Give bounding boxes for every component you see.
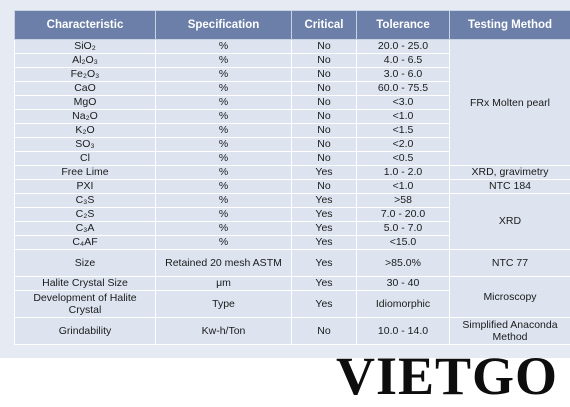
cell-specification: % (156, 222, 292, 236)
cell-specification: % (156, 40, 292, 54)
cell-specification: Kw-h/Ton (156, 318, 292, 345)
cell-specification: % (156, 54, 292, 68)
cell-characteristic: Grindability (15, 318, 156, 345)
cell-specification: % (156, 166, 292, 180)
cell-tolerance: >58 (357, 194, 450, 208)
table-row (15, 40, 570, 54)
cell-critical: Yes (292, 194, 357, 208)
cell-method-xrd: XRD (450, 194, 570, 250)
cell-specification: % (156, 68, 292, 82)
header-critical: Critical (292, 11, 357, 40)
cell-characteristic: K₂O (15, 124, 156, 138)
cell-characteristic: Na₂O (15, 110, 156, 124)
cell-tolerance: <1.0 (357, 110, 450, 124)
cell-tolerance: Idiomorphic (357, 291, 450, 318)
cell-characteristic: Halite Crystal Size (15, 277, 156, 291)
cell-specification: % (156, 138, 292, 152)
cell-method-anaconda: Simplified Anaconda Method (450, 318, 570, 345)
cell-characteristic: SiO₂ (15, 40, 156, 54)
cell-tolerance: 1.0 - 2.0 (357, 166, 450, 180)
cell-method-ntc184: NTC 184 (450, 180, 570, 194)
cell-critical: No (292, 110, 357, 124)
cell-characteristic: SO₃ (15, 138, 156, 152)
cell-tolerance: 4.0 - 6.5 (357, 54, 450, 68)
cell-method-xrd-gravimetry: XRD, gravimetry (450, 166, 570, 180)
watermark-logo: VIETGO (336, 346, 559, 406)
cell-critical: No (292, 82, 357, 96)
table-header-row (15, 11, 570, 40)
cell-critical: Yes (292, 222, 357, 236)
cell-critical: No (292, 124, 357, 138)
cell-characteristic: MgO (15, 96, 156, 110)
cell-critical: No (292, 54, 357, 68)
cell-tolerance: <3.0 (357, 96, 450, 110)
cell-critical: No (292, 96, 357, 110)
cell-critical: No (292, 318, 357, 345)
cell-characteristic: C₃S (15, 194, 156, 208)
cell-critical: No (292, 180, 357, 194)
cell-characteristic: Development of Halite Crystal (15, 291, 156, 318)
table-row (15, 277, 570, 291)
cell-method-microscopy: Microscopy (450, 277, 570, 318)
cell-specification: % (156, 82, 292, 96)
cell-characteristic: Free Lime (15, 166, 156, 180)
header-tolerance: Tolerance (357, 11, 450, 40)
table-row (15, 194, 570, 208)
header-characteristic: Characteristic (15, 11, 156, 40)
cell-characteristic: PXI (15, 180, 156, 194)
cell-characteristic: Size (15, 250, 156, 277)
cell-specification: % (156, 152, 292, 166)
cell-tolerance: <1.0 (357, 180, 450, 194)
cell-characteristic: Al₂O₃ (15, 54, 156, 68)
cell-tolerance: <1.5 (357, 124, 450, 138)
cell-critical: No (292, 68, 357, 82)
table-row (15, 180, 570, 194)
cell-critical: No (292, 40, 357, 54)
cell-characteristic: C₄AF (15, 236, 156, 250)
cell-tolerance: >85.0% (357, 250, 450, 277)
cell-tolerance: <0.5 (357, 152, 450, 166)
cell-critical: Yes (292, 250, 357, 277)
cell-tolerance: 20.0 - 25.0 (357, 40, 450, 54)
cell-critical: Yes (292, 236, 357, 250)
header-testing-method: Testing Method (450, 11, 570, 40)
cell-specification: % (156, 194, 292, 208)
cell-specification: Retained 20 mesh ASTM (156, 250, 292, 277)
cell-tolerance: 5.0 - 7.0 (357, 222, 450, 236)
cell-critical: No (292, 152, 357, 166)
cell-critical: Yes (292, 291, 357, 318)
table-row (15, 318, 570, 345)
cell-critical: No (292, 138, 357, 152)
cell-critical: Yes (292, 208, 357, 222)
cell-tolerance: 3.0 - 6.0 (357, 68, 450, 82)
cell-specification: % (156, 180, 292, 194)
cell-critical: Yes (292, 277, 357, 291)
cell-tolerance: <2.0 (357, 138, 450, 152)
cell-critical: Yes (292, 166, 357, 180)
cell-tolerance: 30 - 40 (357, 277, 450, 291)
table-row (15, 166, 570, 180)
cell-characteristic: C₃A (15, 222, 156, 236)
cell-specification: % (156, 96, 292, 110)
cell-specification: % (156, 208, 292, 222)
cell-specification: Type (156, 291, 292, 318)
cell-characteristic: Fe₂O₃ (15, 68, 156, 82)
cell-specification: μm (156, 277, 292, 291)
table-row (15, 250, 570, 277)
header-specification: Specification (156, 11, 292, 40)
cell-tolerance: <15.0 (357, 236, 450, 250)
cell-characteristic: Cl (15, 152, 156, 166)
cell-characteristic: C₂S (15, 208, 156, 222)
cell-tolerance: 10.0 - 14.0 (357, 318, 450, 345)
specification-table (14, 10, 570, 345)
cell-specification: % (156, 236, 292, 250)
cell-method-ntc77: NTC 77 (450, 250, 570, 277)
cell-characteristic: CaO (15, 82, 156, 96)
cell-tolerance: 7.0 - 20.0 (357, 208, 450, 222)
cell-specification: % (156, 110, 292, 124)
cell-tolerance: 60.0 - 75.5 (357, 82, 450, 96)
cell-specification: % (156, 124, 292, 138)
cell-method-frx: FRx Molten pearl (450, 40, 570, 166)
